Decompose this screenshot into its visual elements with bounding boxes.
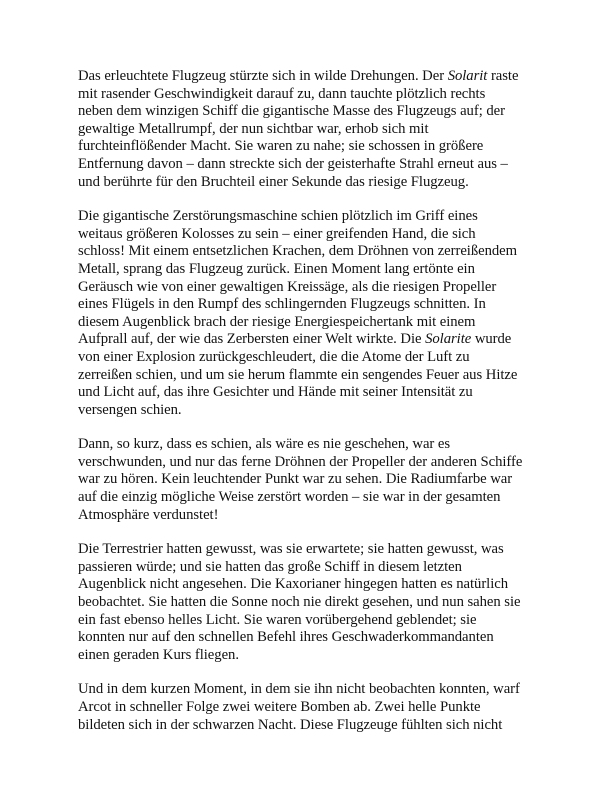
text-line	[78, 138, 538, 156]
text-line	[78, 261, 538, 279]
paragraph	[78, 541, 538, 664]
text-line	[78, 314, 538, 332]
text-line	[78, 402, 538, 420]
text-line	[78, 279, 538, 297]
text-run: Geräusch wie von einer gewaltigen Kreissäge, als die riesigen Propeller	[78, 278, 497, 295]
text-line	[78, 647, 538, 665]
text-line	[78, 507, 538, 525]
text-line	[78, 471, 538, 489]
paragraph	[78, 681, 538, 734]
text-run: Die gigantische Zerstörungsmaschine schien plötzlich im Griff eines	[78, 208, 478, 225]
text-line	[78, 226, 538, 244]
text-line	[78, 86, 538, 104]
paragraph	[78, 436, 538, 524]
text-run: von einer Explosion zurückgeschleudert, die die Atome der Luft zu	[78, 348, 470, 365]
text-line	[78, 612, 538, 630]
body-text	[78, 68, 538, 751]
text-run: wurde	[471, 331, 512, 348]
text-run: mit rasender Geschwindigkeit darauf zu, dann tauchte plötzlich rechts	[78, 85, 486, 102]
text-line	[78, 594, 538, 612]
text-line	[78, 367, 538, 385]
text-run: einen geraden Kurs fliegen.	[78, 646, 239, 663]
text-run: eines Flügels in den Rumpf des schlingernden Flugzeugs schnitten. In	[78, 296, 486, 313]
text-line	[78, 156, 538, 174]
text-run: bildeten sich in der schwarzen Nacht. Diese Flugzeuge fühlten sich nicht	[78, 716, 503, 733]
text-line	[78, 331, 538, 349]
text-run: Die Terrestrier hatten gewusst, was sie erwartete; sie hatten gewusst, was	[78, 541, 504, 558]
text-run: Aufprall auf, der wie das Zerbersten einer Welt wirkte. Die	[78, 331, 426, 348]
text-line	[78, 681, 538, 699]
text-run: schloss! Mit einem entsetzlichen Krachen, dem Dröhnen von zerreißendem	[78, 243, 518, 260]
text-run: versengen schien.	[78, 401, 182, 418]
text-line	[78, 103, 538, 121]
text-run: zerreißen schien, und um sie herum flammte ein sengendes Feuer aus Hitze	[78, 366, 518, 383]
text-run: Augenblick nicht angesehen. Die Kaxorianer hingegen hatten es natürlich	[78, 576, 508, 593]
text-run: gewaltige Metallrumpf, der nun sichtbar war, erhob sich mit	[78, 120, 429, 137]
text-line	[78, 699, 538, 717]
text-run: raste	[487, 68, 519, 84]
text-run: Entfernung davon – dann streckte sich der geisterhafte Strahl erneut aus –	[78, 155, 508, 172]
text-run: Arcot in schneller Folge zwei weitere Bomben ab. Zwei helle Punkte	[78, 699, 481, 715]
text-run: und berührte für den Bruchteil einer Sekunde das riesige Flugzeug.	[78, 173, 469, 190]
text-run: Und in dem kurzen Moment, in dem sie ihn nicht beobachten konnten, warf	[78, 681, 520, 698]
text-run: neben dem winzigen Schiff die gigantische Masse des Flugzeugs auf; der	[78, 103, 505, 120]
paragraph	[78, 208, 538, 419]
text-run: Dann, so kurz, dass es schien, als wäre es nie geschehen, war es	[78, 436, 451, 453]
text-run: passieren würde; und sie hatten das große Schiff in diesem letzten	[78, 558, 462, 575]
ship-name-text: Solarit	[447, 68, 488, 84]
text-line	[78, 541, 538, 559]
text-run: war zu hören. Kein leuchtender Punkt war zu sehen. Die Radiumfarbe war	[78, 471, 513, 488]
text-line	[78, 454, 538, 472]
text-line	[78, 576, 538, 594]
text-run: furchteinflößender Macht. Sie waren zu nahe; sie schossen in größere	[78, 138, 484, 155]
text-run: auf die einzig mögliche Weise zerstört worden – sie war in der gesamten	[78, 489, 501, 506]
text-run: diesem Augenblick brach der riesige Energiespeichertank mit einem	[78, 313, 476, 330]
text-line	[78, 489, 538, 507]
text-line	[78, 208, 538, 226]
text-line	[78, 174, 538, 192]
ship-name-text: Solarite	[425, 331, 472, 348]
text-run: Metall, sprang das Flugzeug zurück. Einen Moment lang ertönte ein	[78, 260, 475, 277]
text-line	[78, 296, 538, 314]
paragraph	[78, 68, 538, 191]
text-line	[78, 121, 538, 139]
text-line	[78, 384, 538, 402]
text-run: verschwunden, und nur das ferne Dröhnen der Propeller der anderen Schiffe	[78, 453, 523, 470]
text-run: Atmosphäre verdunstet!	[78, 506, 219, 523]
text-line	[78, 436, 538, 454]
text-run: Das erleuchtete Flugzeug stürzte sich in wilde Drehungen. Der	[78, 68, 448, 84]
text-line	[78, 243, 538, 261]
text-run: ein fast ebenso helles Licht. Sie waren vorübergehend geblendet; sie	[78, 611, 477, 628]
text-run: beobachtet. Sie hatten die Sonne noch nie direkt gesehen, und nun sahen sie	[78, 594, 521, 611]
text-run: konnten nur auf den schnellen Befehl ihres Geschwaderkommandanten	[78, 629, 494, 646]
text-line	[78, 559, 538, 577]
text-run: weitaus größeren Kolosses zu sein – einer greifenden Hand, die sich	[78, 225, 476, 242]
text-line	[78, 717, 538, 735]
text-line	[78, 629, 538, 647]
text-line	[78, 68, 538, 86]
text-run: und Licht auf, das ihre Gesichter und Hände mit seiner Intensität zu	[78, 384, 473, 401]
text-line	[78, 349, 538, 367]
